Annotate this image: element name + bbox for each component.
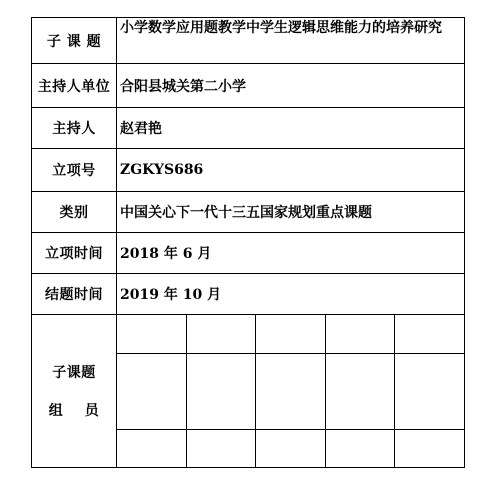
table-row [32,192,465,233]
table-row [32,274,465,315]
member-cell [117,315,186,353]
member-cell [256,353,325,429]
member-cell [117,429,186,467]
member-cell [395,315,464,353]
member-row [117,315,464,353]
member-cell [325,353,394,429]
member-cell [186,315,255,353]
members-label-cell [32,315,117,468]
project-number-label: 立项号 [32,149,117,192]
host-unit-label: 主持人单位 [32,64,117,108]
host-label: 主持人 [32,108,117,149]
member-row [117,353,464,429]
host-unit-value: 合阳县城关第二小学 [117,64,465,108]
project-info-table [31,17,465,468]
table-row [32,315,465,468]
members-label-line2: 组 员 [48,403,100,419]
table-row [32,64,465,108]
member-cell [256,429,325,467]
approval-date-label: 立项时间 [32,233,117,274]
member-cell [325,429,394,467]
member-cell [117,353,186,429]
member-cell [395,353,464,429]
subproject-label: 子 课 题 [32,18,117,64]
project-number-value: ZGKYS686 [117,149,465,192]
members-grid-cell [117,315,465,468]
member-row [117,429,464,467]
completion-date-value: 2019 年 10 月 [117,274,465,315]
host-value: 赵君艳 [117,108,465,149]
category-value: 中国关心下一代十三五国家规划重点课题 [117,192,465,233]
member-cell [186,353,255,429]
subproject-value: 小学数学应用题教学中学生逻辑思维能力的培养研究 [117,18,465,64]
members-grid [117,315,464,467]
member-cell [325,315,394,353]
member-cell [395,429,464,467]
table-row [32,149,465,192]
table-row [32,233,465,274]
approval-date-value: 2018 年 6 月 [117,233,465,274]
members-label-line1: 子课题 [52,365,96,381]
table-row [32,18,465,64]
category-label: 类别 [32,192,117,233]
table-row [32,108,465,149]
member-cell [186,429,255,467]
completion-date-label: 结题时间 [32,274,117,315]
member-cell [256,315,325,353]
